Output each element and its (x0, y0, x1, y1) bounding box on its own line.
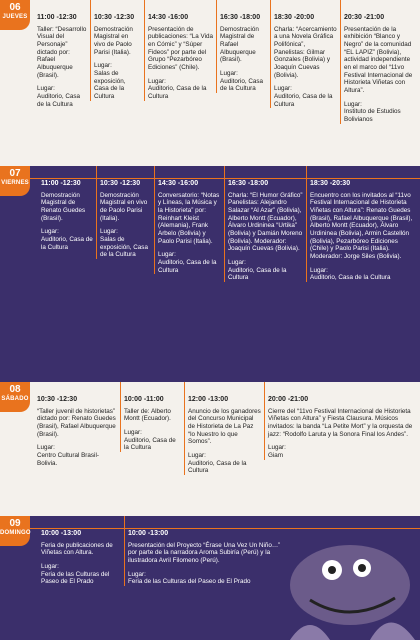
event-location: Salas de exposición, Casa de la Cultura (94, 69, 126, 100)
day-header (0, 166, 30, 196)
event-location-label: Lugar: (274, 85, 292, 93)
day-name: VIERNES (1, 179, 29, 186)
event-time: 14:30 -16:00 (158, 180, 199, 187)
event-card (90, 0, 144, 101)
event-location: Instituto de Estudios Bolivianos (344, 108, 401, 123)
event-time: 18:30 -20:30 (310, 180, 351, 187)
event-location: Auditorio, Casa de la Cultura (220, 77, 264, 93)
event-description: Presentación de la exhibición “Blanco y Negro” de la comunidad “EL LAPIZ” (Bolivia), actividad independiente en el marco del “11vo Festival Internacional de Historieta Viñetas con Altura”. (344, 25, 413, 94)
day-section-viernes (0, 166, 420, 382)
event-card (34, 0, 90, 108)
event-location-label: Lugar: (41, 562, 59, 570)
event-location-label: Lugar: (310, 266, 328, 274)
event-location-label: Lugar: (188, 451, 206, 459)
event-card (96, 166, 154, 259)
event-description: “Taller juvenil de historietas” dictado por: Renato Guedes (Brasil), Rafael Albuquerque (Brasil). (37, 407, 116, 438)
event-description: Feria de publicaciones de Viñetas con Altura. (41, 541, 113, 557)
event-location: Giam (268, 451, 284, 459)
event-time: 10:30 -12:30 (37, 396, 78, 403)
event-card (34, 382, 120, 467)
event-card (120, 382, 184, 452)
day-name: DOMINGO (0, 529, 31, 536)
day-header (0, 0, 30, 30)
event-time: 10:30 -12:30 (100, 180, 141, 187)
event-location: Feria de las Culturas del Paseo de El Prado (128, 578, 251, 586)
event-location: Auditorio, Casa de la Cultura (188, 459, 247, 475)
event-card (340, 0, 420, 124)
event-time: 10:30 -12:30 (94, 14, 135, 21)
event-time: 14:30 -16:00 (148, 14, 189, 21)
event-card (264, 382, 420, 460)
event-description: Charla: “El Humor Gráfico” Panelistas: Alejandro Salazar “Al Azar” (Bolivia), Alberto Montt (Ecuador), Álvaro Urdininea “Urtika” (Bolivia) y Damián Moreno (Bolivia). Moderador: Joaquín Cuevas (Bolivia). (228, 191, 303, 253)
event-time: 10:00 -13:00 (41, 530, 82, 537)
event-location-label: Lugar: (37, 85, 55, 93)
event-description: Demostración Magistral en vivo de Paolo Parisi (Italia). (94, 25, 133, 56)
day-number: 09 (9, 518, 21, 529)
event-location-label: Lugar: (228, 258, 246, 266)
event-location: Salas de exposición, Casa de la Cultura (100, 235, 148, 259)
event-location-label: Lugar: (37, 444, 55, 452)
event-location-label: Lugar: (268, 444, 286, 452)
event-description: Taller: “Desarrollo Visual del Personaje” dictado por: Rafael Albuquerque (Brasil). (37, 25, 87, 79)
event-time: 10:00 -11:00 (124, 396, 164, 403)
event-description: Charla: “Acercamiento a una Novela Gráfica Polifónica”, Panelistas: Gilmar Gonzales (Bolivia) y Joaquín Cuevas (Bolivia). (274, 25, 337, 79)
event-description: Cierre del “11vo Festival Internacional de Historieta Viñetas con Altura” y Fiesta Clausura. Músicos invitados: la banda “La Petite Mort” y la orquesta de jazz: “Rodolfo Laruta y la Sonora Final los Andes”. (268, 407, 413, 438)
event-location-label: Lugar: (148, 77, 166, 85)
creature-illustration (250, 516, 420, 640)
event-location-label: Lugar: (100, 228, 118, 236)
event-location: Feria de las Culturas del Paseo de El Prado (41, 570, 110, 586)
event-location-label: Lugar: (124, 428, 142, 436)
event-time: 11:00 -12:30 (37, 14, 77, 21)
event-location-label: Lugar: (220, 69, 238, 77)
event-description: Presentación de publicaciones: “La Vida en Cómic” y “Súper Fideos” por parte del Grupo “Pezarbóreo Ediciones” (Chile). (148, 25, 213, 71)
day-section-jueves (0, 0, 420, 166)
event-location-label: Lugar: (128, 570, 146, 578)
day-header (0, 516, 30, 546)
event-location: Auditorio, Casa de la Cultura (274, 92, 333, 108)
event-card (38, 516, 124, 586)
event-description: Presentación del Proyecto “Érase Una Vez Un Niño…” por parte de la narradora Aroma Subiría (Perú) y la ilustradora Avril Filomeno (Perú). (128, 541, 281, 564)
event-card (270, 0, 340, 108)
event-card (306, 166, 420, 282)
event-location: Auditorio, Casa de la Cultura (41, 235, 93, 251)
event-location: Auditorio, Casa de la Cultura (228, 266, 287, 282)
event-card (154, 166, 224, 274)
event-location: Centro Cultural Brasil-Bolivia. (37, 451, 99, 467)
event-time: 16:30 -18:00 (228, 180, 269, 187)
event-time: 20:00 -21:00 (268, 396, 309, 403)
event-description: Demostración Magistral en vivo de Paolo Parisi (Italia). (100, 191, 148, 222)
event-description: Demostración Magistral de Rafael Albuquerque (Brasil). (220, 25, 259, 64)
event-location: Auditorio, Casa de la Cultura (158, 258, 217, 274)
event-card (224, 166, 306, 282)
event-description: Conversatorio: “Notas y Líneas, la Música y la Historieta” por: Reinhart Kleist (Alemania), Frank Arbelo (Bolivia) y Paolo Parisi (Italia). (158, 191, 220, 245)
day-name: SÁBADO (1, 395, 29, 402)
day-number: 08 (9, 384, 21, 395)
day-header (0, 382, 30, 412)
event-location: Auditorio, Casa de la Cultura (148, 85, 207, 100)
event-time: 11:00 -12:30 (41, 180, 81, 187)
event-time: 10:00 -13:00 (128, 530, 169, 537)
event-time: 20:30 -21:00 (344, 14, 385, 21)
day-section-sabado (0, 382, 420, 516)
event-location: Auditorio, Casa de la Cultura (310, 274, 391, 282)
event-time: 16:30 -18:00 (220, 14, 261, 21)
event-card (38, 166, 96, 251)
day-section-domingo (0, 516, 420, 640)
day-number: 06 (9, 2, 21, 13)
day-name: JUEVES (2, 13, 28, 20)
event-description: Taller de: Alberto Montt (Ecuador). (124, 407, 171, 423)
event-time: 18:30 -20:00 (274, 14, 315, 21)
event-location-label: Lugar: (158, 251, 176, 259)
event-location: Auditorio, Casa de la Cultura (37, 92, 81, 108)
event-description: Anuncio de los ganadores del Concurso Municipal de Historieta de La Paz “lo Nuestro lo que Somos”. (188, 407, 261, 446)
event-location-label: Lugar: (41, 228, 59, 236)
event-card (216, 0, 270, 93)
event-description: Demostración Magistral de Renato Guedes (Brasil). (41, 191, 86, 222)
event-time: 12:00 -13:00 (188, 396, 229, 403)
event-card (184, 382, 264, 475)
event-card (144, 0, 216, 101)
event-description: Encuentro con los invitados al “11vo Festival Internacional de Historieta Viñetas con Altura”: Renato Guedes (Brasil), Rafael Albuquerque (Brasil), Alberto Montt (Ecuador), Álvaro Urdininea (Bolivia), Armin Castellón (Bolivia), Pezarbóreo Ediciones (Chile) y Paolo Parisi (Italia). Moderador: Jorge Siles (Bolivia). (310, 191, 413, 260)
day-number: 07 (9, 168, 21, 179)
event-location-label: Lugar: (344, 100, 362, 108)
event-location-label: Lugar: (94, 62, 112, 70)
event-location: Auditorio, Casa de la Cultura (124, 436, 176, 452)
